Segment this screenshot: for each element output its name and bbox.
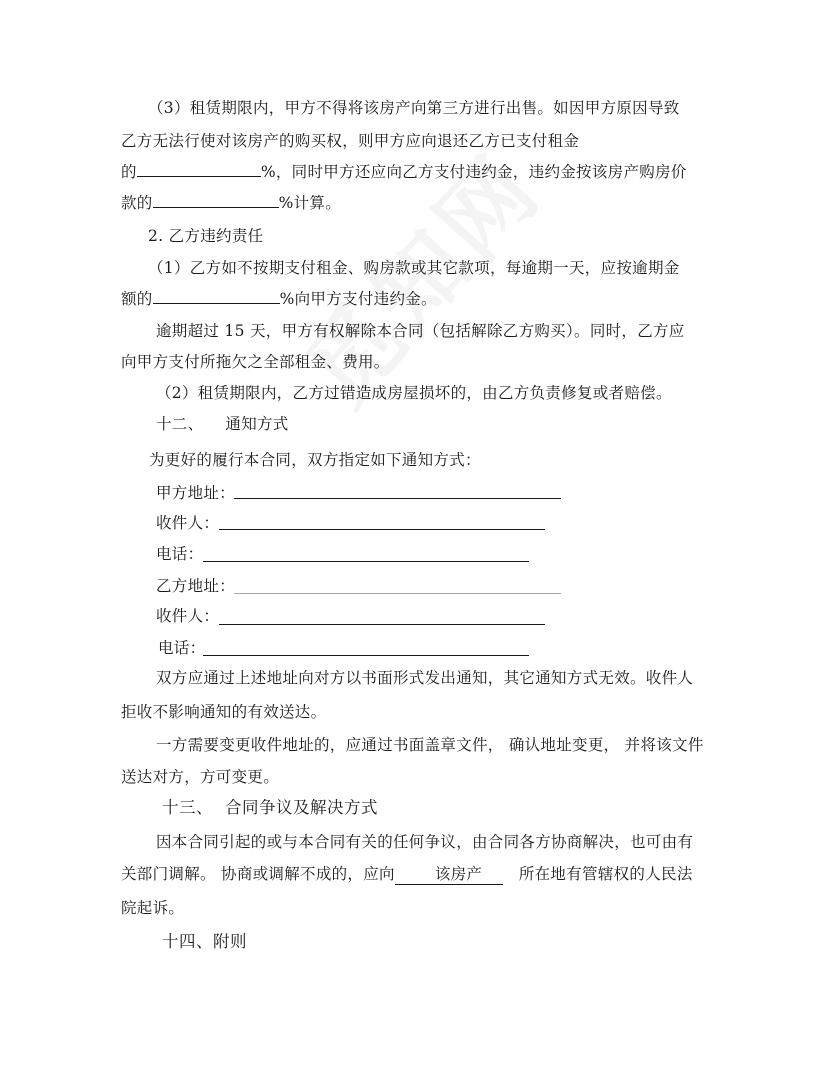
party-b-phone-label: 电话：: [158, 639, 206, 657]
clause-11-2-1-line1: （1）乙方如不按期支付租金、购房款或其它款项，每逾期一天，应按逾期金: [148, 259, 680, 277]
section-number: 十二、: [156, 415, 204, 433]
overdue-clause-line1: 逾期超过 15 天，甲方有权解除本合同（包括解除乙方购买）。同时，乙方应: [156, 322, 685, 340]
section-number: 十三、: [162, 798, 213, 817]
party-a-recipient-label: 收件人：: [156, 514, 220, 532]
dispute-line1: 因本合同引起的或与本合同有关的任何争议，由合同各方协商解决，也可由有: [156, 833, 694, 851]
section-title: 合同争议及解决方式: [225, 798, 378, 817]
jurisdiction-location-field[interactable]: 该房产: [395, 864, 503, 885]
party-b-address-field[interactable]: [234, 593, 561, 594]
text-suffix: 所在地有管辖权的人民法: [518, 865, 693, 883]
party-b-recipient-label: 收件人：: [156, 607, 220, 625]
penalty-percent-blank[interactable]: [153, 193, 279, 208]
clause-11-1-3-line2: 乙方无法行使对该房产的购买权，则甲方应向退还乙方已支付租金: [121, 132, 580, 150]
clause-11-1-3-line1: （3）租赁期限内，甲方不得将该房产向第三方进行出售。如因甲方原因导致: [148, 99, 680, 117]
party-b-phone-field[interactable]: [203, 655, 529, 656]
notice-clause1-line2: 拒收不影响通知的有效送达。: [121, 703, 327, 721]
notice-intro: 为更好的履行本合同，双方指定如下通知方式：: [149, 451, 481, 469]
party-a-address-field[interactable]: [234, 498, 561, 499]
party-a-phone-label: 电话：: [156, 545, 204, 563]
clause-11-2-2: （2）租赁期限内，乙方过错造成房屋损坏的，由乙方负责修复或者赔偿。: [156, 384, 672, 402]
section-11-2-title: 2. 乙方违约责任: [148, 227, 264, 245]
section-14-heading: 十四、附则: [162, 932, 247, 951]
section-13-heading: [162, 797, 378, 819]
rent-refund-percent-blank[interactable]: [137, 162, 261, 177]
text-prefix: 款的: [121, 194, 153, 212]
party-a-recipient-field[interactable]: [219, 529, 545, 530]
party-b-address-label: 乙方地址：: [156, 577, 236, 595]
clause-11-2-1-line2: [121, 289, 437, 309]
text-suffix: %，同时甲方还应向乙方支付违约金，违约金按该房产购房价: [260, 163, 687, 181]
party-b-recipient-field[interactable]: [219, 624, 545, 625]
clause-11-1-3-line3: [121, 162, 687, 182]
late-penalty-percent-blank[interactable]: [153, 289, 280, 304]
dispute-line3: 院起诉。: [121, 899, 185, 917]
section-12-heading: [156, 414, 289, 434]
overdue-clause-line2: 向甲方支付所拖欠之全部租金、费用。: [121, 353, 390, 371]
party-a-address-label: 甲方地址：: [156, 484, 236, 502]
text-suffix: %向甲方支付违约金。: [279, 290, 437, 308]
text-prefix: 的: [121, 163, 137, 181]
notice-clause2-line2: 送达对方，方可变更。: [121, 768, 280, 786]
text-prefix: 额的: [121, 290, 153, 308]
clause-11-1-3-line4: [121, 193, 341, 213]
notice-clause1-line1: 双方应通过上述地址向对方以书面形式发出通知，其它通知方式无效。收件人: [156, 669, 694, 687]
party-a-phone-field[interactable]: [203, 561, 529, 562]
section-title: 通知方式: [225, 415, 289, 433]
text-suffix: %计算。: [278, 194, 342, 212]
notice-clause2-line1: 一方需要变更收件地址的，应通过书面盖章文件， 确认地址变更， 并将该文件: [156, 736, 704, 754]
dispute-line2: [121, 864, 693, 885]
text-prefix: 关部门调解。 协商或调解不成的，应向: [121, 865, 395, 883]
